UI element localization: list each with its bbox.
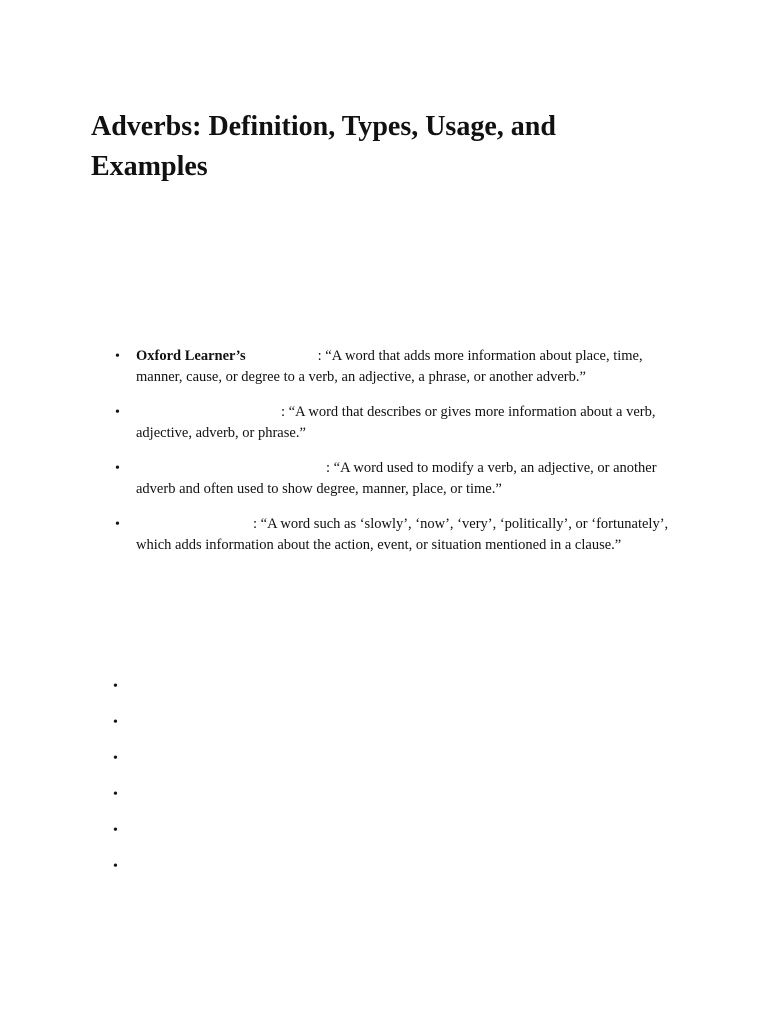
empty-list-item [113, 748, 118, 784]
definition-text: : “A word that describes or gives more information about a verb, adjective, adverb, or phrase.” [136, 404, 656, 441]
definition-text: : “A word such as ‘slowly’, ‘now’, ‘very’, ‘politically’, or ‘fortunately’, which adds information about the action, event, or situation mentioned in a clause.” [136, 516, 669, 553]
page-title: Adverbs: Definition, Types, Usage, and Examples [91, 111, 556, 182]
empty-list-item [113, 712, 118, 748]
bullet-icon: • [113, 751, 118, 766]
bullet-icon: • [115, 461, 120, 476]
bullet-icon: • [115, 405, 120, 420]
bullet-icon: • [113, 715, 118, 730]
definition-item [115, 346, 676, 388]
empty-list-item [113, 784, 118, 820]
bullet-icon: • [113, 679, 118, 694]
bullet-icon: • [113, 823, 118, 838]
definition-item [115, 458, 676, 500]
empty-list-item [113, 820, 118, 856]
definition-source: Oxford Learner’s [136, 348, 246, 364]
bullet-icon: • [113, 859, 118, 874]
definition-list [115, 346, 676, 570]
bullet-icon: • [113, 787, 118, 802]
definition-item [115, 514, 676, 556]
empty-list-item [113, 856, 118, 892]
empty-bullet-list [113, 676, 118, 892]
definition-text: : “A word that adds more information about place, time, manner, cause, or degree to a verb, an adjective, a phrase, or another adverb.” [136, 348, 643, 385]
bullet-icon: • [115, 349, 120, 364]
definition-text: : “A word used to modify a verb, an adjective, or another adverb and often used to show degree, manner, place, or time.” [136, 460, 657, 497]
empty-list-item [113, 676, 118, 712]
bullet-icon: • [115, 517, 120, 532]
definition-item [115, 402, 676, 444]
